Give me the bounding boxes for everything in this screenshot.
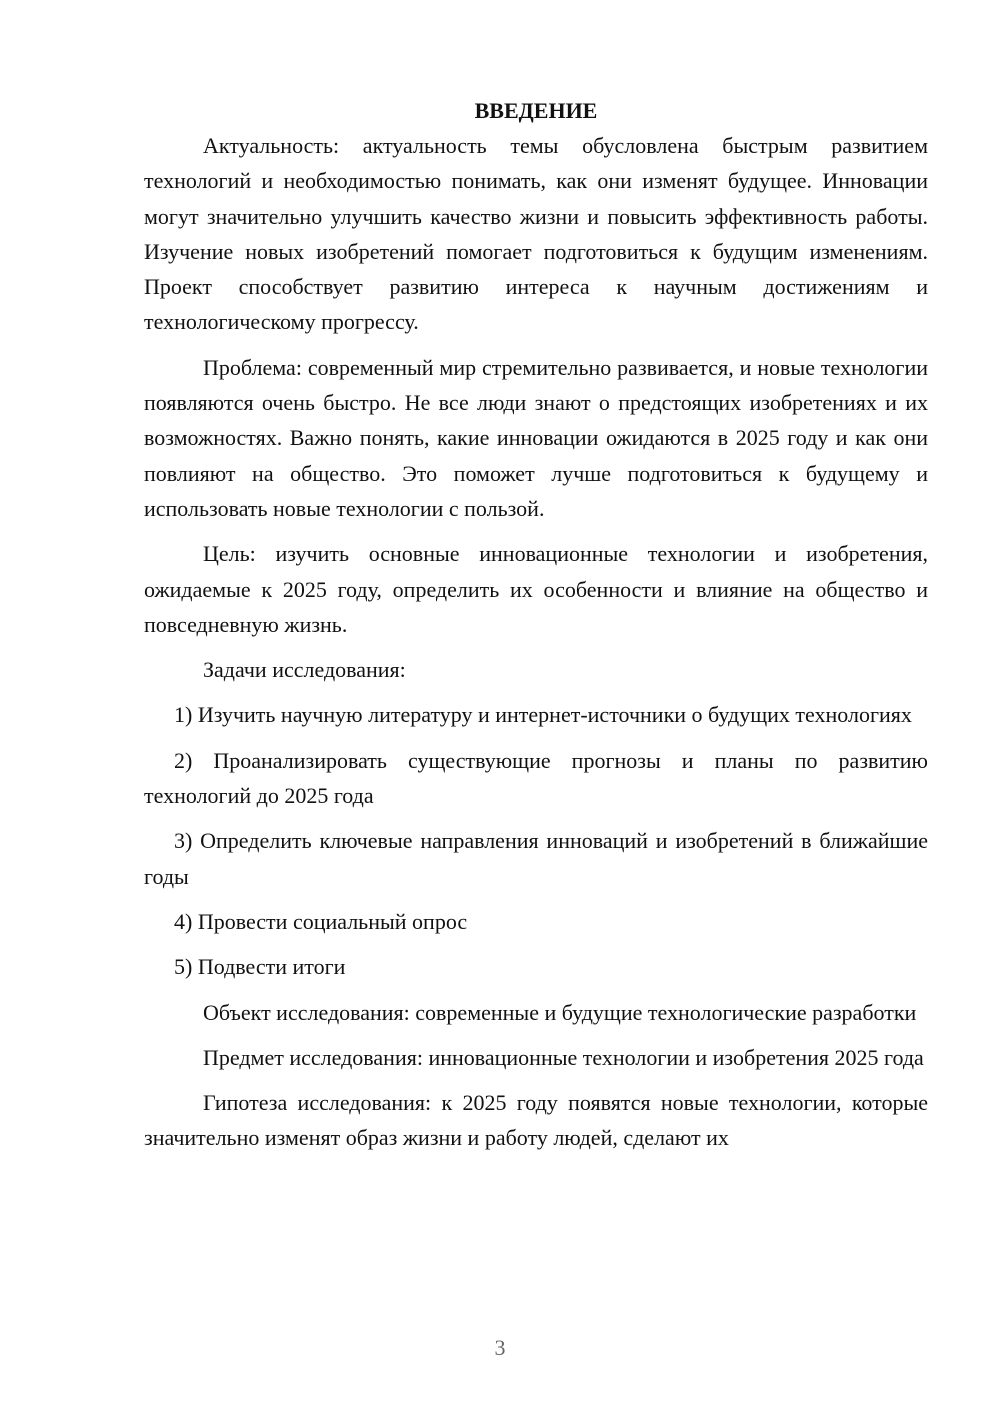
task-item-2: 2) Проанализировать существующие прогнозы и планы по развитию технологий до 2025 года: [144, 747, 928, 809]
task-item-3: 3) Определить ключевые направления инноваций и изобретений в ближайшие годы: [144, 828, 928, 889]
page-number: 3: [494, 1335, 506, 1360]
task-item-4: 4) Провести социальный опрос: [174, 908, 468, 934]
subject-paragraph: Предмет исследования: инновационные технологии и изобретения 2025 года: [203, 1044, 924, 1070]
page-content: [144, 93, 928, 1156]
object-paragraph: Объект исследования: современные и будущие технологические разработки: [203, 999, 917, 1025]
problem-paragraph: Проблема: современный мир стремительно развивается, и новые технологии появляются очень быстро. Не все люди знают о предстоящих изобретениях и их возможностях. Важно понять, какие инновации ожидаются в 2025 году и как они повлияют на общество. Это поможет лучше подготовиться к будущему и использовать новые технологии с пользой.: [144, 354, 928, 521]
relevance-paragraph: Актуальность: актуальность темы обусловлена быстрым развитием технологий и необходимостью понимать, как они изменят будущее. Инновации могут значительно улучшить качество жизни и повысить эффективность работы. Изучение новых изобретений помогает подготовиться к будущим изменениям. Проект способствует развитию интереса к научным достижениям и технологическому прогрессу.: [144, 133, 928, 335]
goal-paragraph: Цель: изучить основные инновационные технологии и изобретения, ожидаемые к 2025 году, определить их особенности и влияние на общество и повседневную жизнь.: [144, 541, 928, 637]
task-item-1: 1) Изучить научную литературу и интернет-источники о будущих технологиях: [174, 702, 912, 728]
task-item-5: 5) Подвести итоги: [174, 954, 346, 980]
section-title: ВВЕДЕНИЕ: [474, 98, 598, 123]
tasks-heading: Задачи исследования:: [203, 657, 406, 683]
hypothesis-paragraph: Гипотеза исследования: к 2025 году появятся новые технологии, которые значительно изменят образ жизни и работу людей, сделают их: [144, 1090, 928, 1151]
